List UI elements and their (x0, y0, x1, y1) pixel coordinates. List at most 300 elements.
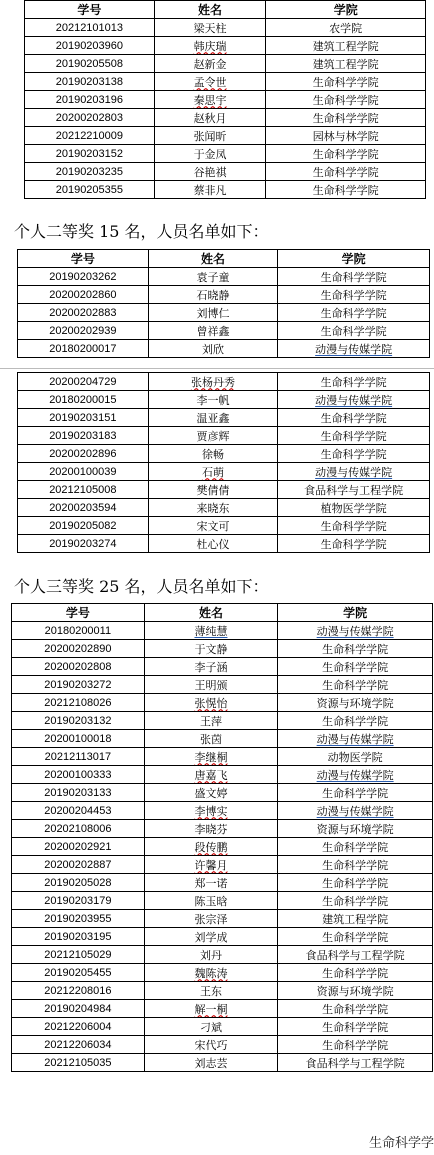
name-text: 曾祥鑫 (196, 325, 230, 338)
name-cell (144, 748, 278, 766)
college-cell (278, 304, 430, 322)
college-cell (278, 373, 430, 391)
college-cell (278, 964, 433, 982)
table-header-row (12, 604, 433, 622)
name-cell (144, 1054, 278, 1072)
name-cell (148, 304, 278, 322)
college-cell (278, 268, 430, 286)
student-id-text: 20190203133 (44, 786, 112, 799)
name-text: 赵秋月 (193, 112, 227, 125)
name-text: 刘丹 (199, 949, 222, 962)
name-text: 李子涵 (194, 661, 228, 674)
table-row (18, 286, 430, 304)
table-first-award-continued (24, 0, 426, 199)
table-row (25, 145, 426, 163)
student-id-cell (12, 1000, 145, 1018)
table-second-award-part2 (17, 372, 430, 553)
college-cell (278, 658, 433, 676)
name-cell (144, 928, 278, 946)
table-row (25, 55, 426, 73)
college-text: 生命科学学院 (312, 112, 379, 125)
name-cell (154, 73, 266, 91)
name-text: 石萌 (201, 466, 224, 479)
table-row (12, 964, 433, 982)
college-text: 生命科学学院 (322, 877, 389, 890)
name-cell (154, 109, 266, 127)
name-cell (148, 322, 278, 340)
student-id-cell (18, 322, 149, 340)
student-id-text: 20190203955 (44, 912, 112, 925)
college-cell (278, 928, 433, 946)
name-cell (148, 373, 278, 391)
table-row (12, 874, 433, 892)
table-row (12, 640, 433, 658)
name-text: 杜心仪 (196, 538, 230, 551)
student-id-text: 20190203960 (55, 39, 124, 52)
student-id-cell (12, 874, 145, 892)
student-id-text: 20190203196 (55, 93, 124, 106)
student-id-text: 20200202890 (44, 642, 112, 655)
name-text: 李继桐 (194, 751, 228, 764)
student-id-cell (12, 802, 145, 820)
page-break-divider (0, 368, 434, 369)
student-id-cell (12, 640, 145, 658)
college-text: 生命科学学院 (322, 859, 389, 872)
name-cell (144, 910, 278, 928)
student-id-text: 20200202887 (44, 858, 112, 871)
header-student-id: 学号 (12, 604, 145, 622)
name-cell (154, 19, 266, 37)
student-id-cell (12, 928, 145, 946)
name-cell (144, 838, 278, 856)
college-text: 动漫与传媒学院 (315, 394, 393, 407)
college-cell (278, 712, 433, 730)
header-name: 姓名 (154, 1, 266, 19)
table-row (25, 127, 426, 145)
college-cell (278, 535, 430, 553)
student-id-cell (18, 481, 149, 499)
name-text: 王明颁 (194, 679, 228, 692)
name-cell (144, 658, 278, 676)
student-id-cell (18, 427, 149, 445)
table-third-award (11, 603, 433, 1072)
college-cell (266, 19, 426, 37)
name-text: 薄纯慧 (194, 625, 228, 638)
table-second-award-part1 (17, 249, 430, 358)
table-row (12, 892, 433, 910)
college-text: 生命科学学院 (320, 325, 387, 338)
student-id-cell (25, 37, 155, 55)
name-text: 张愰怡 (194, 697, 228, 710)
student-id-cell (18, 535, 149, 553)
college-text: 食品科学与工程学院 (305, 1057, 405, 1070)
college-text: 生命科学学院 (312, 184, 379, 197)
student-id-cell (12, 730, 145, 748)
name-text: 来晓东 (196, 502, 230, 515)
college-text: 生命科学学院 (322, 661, 389, 674)
name-cell (144, 892, 278, 910)
student-id-text: 20190203151 (49, 411, 117, 424)
student-id-text: 20200202808 (44, 660, 112, 673)
name-text: 赵新金 (193, 58, 227, 71)
student-id-cell (12, 1036, 145, 1054)
student-id-text: 20180200015 (49, 393, 117, 406)
college-cell (278, 982, 433, 1000)
name-cell (148, 427, 278, 445)
name-text: 王萍 (199, 715, 222, 728)
name-cell (148, 517, 278, 535)
student-id-text: 20200202921 (44, 840, 112, 853)
student-id-cell (18, 409, 149, 427)
name-cell (148, 391, 278, 409)
name-cell (144, 730, 278, 748)
student-id-cell (12, 658, 145, 676)
header-college: 学院 (278, 604, 433, 622)
table-row (25, 73, 426, 91)
table-row (18, 535, 430, 553)
student-id-text: 20200204729 (49, 375, 117, 388)
table-header-row (18, 250, 430, 268)
student-id-cell (12, 1054, 145, 1072)
table-row (25, 181, 426, 199)
table-row (12, 694, 433, 712)
student-id-text: 20190205455 (44, 966, 112, 979)
college-cell (278, 856, 433, 874)
table-row (18, 445, 430, 463)
table-row (12, 622, 433, 640)
college-text: 动漫与传媒学院 (315, 466, 393, 479)
college-cell (266, 73, 426, 91)
student-id-cell (12, 838, 145, 856)
college-text: 动漫与传媒学院 (315, 343, 393, 356)
college-cell (278, 1054, 433, 1072)
name-cell (148, 340, 278, 358)
student-id-cell (12, 982, 145, 1000)
name-text: 陈玉晗 (194, 895, 228, 908)
name-cell (144, 820, 278, 838)
college-text: 生命科学学院 (322, 841, 389, 854)
college-text: 生命科学学院 (320, 538, 387, 551)
student-id-text: 20200100039 (49, 465, 117, 478)
name-cell (148, 268, 278, 286)
college-text: 动漫与传媒学院 (316, 769, 394, 782)
table-row (12, 982, 433, 1000)
name-text: 张闻昕 (193, 130, 227, 143)
student-id-text: 20190205508 (55, 57, 124, 70)
student-id-text: 20200202803 (55, 111, 124, 124)
name-text: 孟令世 (193, 76, 227, 89)
student-id-text: 20212206004 (44, 1020, 112, 1033)
second-prize-heading: 个人二等奖 15 名，人员名单如下： (14, 222, 269, 241)
student-id-text: 20200100018 (44, 732, 112, 745)
student-id-cell (18, 373, 149, 391)
table-row (12, 1036, 433, 1054)
college-cell (278, 838, 433, 856)
student-id-cell (12, 766, 145, 784)
student-id-cell (12, 748, 145, 766)
student-id-text: 20190204984 (44, 1002, 112, 1015)
name-text: 刘志芸 (194, 1057, 228, 1070)
college-text: 生命科学学院 (322, 715, 389, 728)
name-text: 蔡非凡 (193, 184, 227, 197)
name-cell (144, 622, 278, 640)
name-cell (144, 784, 278, 802)
college-cell (278, 463, 430, 481)
student-id-text: 20190203183 (49, 429, 117, 442)
table-row (12, 820, 433, 838)
table-row (12, 712, 433, 730)
college-text: 动漫与传媒学院 (316, 733, 394, 746)
name-cell (148, 445, 278, 463)
student-id-text: 20190203195 (44, 930, 112, 943)
college-cell (278, 286, 430, 304)
college-cell (266, 163, 426, 181)
name-cell (154, 181, 266, 199)
student-id-cell (25, 127, 155, 145)
college-text: 生命科学学院 (322, 1021, 389, 1034)
name-text: 王东 (199, 985, 222, 998)
student-id-cell (12, 694, 145, 712)
name-cell (144, 766, 278, 784)
student-id-cell (12, 1018, 145, 1036)
college-text: 动漫与传媒学院 (316, 625, 394, 638)
name-cell (144, 712, 278, 730)
table-row (12, 802, 433, 820)
student-id-cell (18, 286, 149, 304)
table-row (12, 784, 433, 802)
student-id-cell (25, 109, 155, 127)
student-id-cell (18, 499, 149, 517)
college-text: 资源与环境学院 (316, 697, 394, 710)
college-text: 生命科学学院 (322, 787, 389, 800)
college-cell (278, 409, 430, 427)
name-cell (144, 964, 278, 982)
college-text: 生命科学学院 (312, 166, 379, 179)
student-id-text: 20200203594 (49, 501, 117, 514)
name-text: 盛文婷 (194, 787, 228, 800)
name-text: 宋代巧 (194, 1039, 228, 1052)
name-text: 郑一诺 (194, 877, 228, 890)
college-text: 生命科学学院 (322, 679, 389, 692)
student-id-text: 20212210009 (55, 129, 124, 142)
table-header-row (25, 1, 426, 19)
name-text: 刘欣 (202, 343, 224, 356)
name-cell (154, 163, 266, 181)
student-id-cell (12, 856, 145, 874)
student-id-cell (25, 55, 155, 73)
college-text: 生命科学学院 (322, 1003, 389, 1016)
college-text: 生命科学学院 (320, 520, 387, 533)
student-id-text: 20212105029 (44, 948, 112, 961)
college-cell (278, 910, 433, 928)
table-row (18, 463, 430, 481)
table-row (12, 766, 433, 784)
name-cell (154, 91, 266, 109)
name-text: 张茵 (199, 733, 222, 746)
table-row (12, 730, 433, 748)
student-id-text: 20212101013 (55, 21, 124, 34)
college-text: 动漫与传媒学院 (316, 805, 394, 818)
name-cell (154, 127, 266, 145)
college-cell (266, 127, 426, 145)
college-text: 植物医学学院 (320, 502, 387, 515)
header-student-id: 学号 (25, 1, 155, 19)
name-cell (154, 37, 266, 55)
college-text: 食品科学与工程学院 (305, 949, 405, 962)
student-id-text: 20200204453 (44, 804, 112, 817)
student-id-cell (25, 181, 155, 199)
name-text: 张宗泽 (194, 913, 228, 926)
third-prize-heading: 个人三等奖 25 名，人员名单如下： (14, 577, 269, 596)
college-cell (278, 874, 433, 892)
name-cell (148, 499, 278, 517)
table-row (18, 427, 430, 445)
college-cell (278, 322, 430, 340)
college-text: 建筑工程学院 (312, 40, 379, 53)
student-id-cell (12, 892, 145, 910)
name-text: 张杨丹秀 (190, 376, 235, 389)
student-id-text: 20212108026 (44, 696, 112, 709)
student-id-text: 20190203132 (44, 714, 112, 727)
student-id-text: 20190203179 (44, 894, 112, 907)
college-cell (278, 340, 430, 358)
college-cell (278, 1000, 433, 1018)
student-id-cell (25, 91, 155, 109)
name-text: 秦思宇 (193, 94, 227, 107)
table-row (12, 856, 433, 874)
header-college: 学院 (266, 1, 426, 19)
student-id-text: 20190205082 (49, 519, 117, 532)
college-text: 生命科学学院 (320, 271, 387, 284)
college-text: 园林与林学院 (312, 130, 379, 143)
college-cell (266, 55, 426, 73)
college-cell (266, 37, 426, 55)
table-row (12, 910, 433, 928)
student-id-cell (18, 445, 149, 463)
name-cell (154, 145, 266, 163)
student-id-text: 20212105035 (44, 1056, 112, 1069)
name-cell (144, 874, 278, 892)
student-id-text: 20212206034 (44, 1038, 112, 1051)
name-text: 解一桐 (194, 1003, 228, 1016)
name-cell (144, 982, 278, 1000)
name-text: 宋文可 (196, 520, 230, 533)
name-text: 石晓静 (196, 289, 230, 302)
table-row (25, 37, 426, 55)
college-cell (278, 1018, 433, 1036)
college-text: 生命科学学院 (322, 931, 389, 944)
name-cell (144, 694, 278, 712)
name-text: 许馨月 (194, 859, 228, 872)
college-text: 生命科学学院 (322, 895, 389, 908)
student-id-text: 20190203152 (55, 147, 124, 160)
college-text: 生命科学学院 (312, 76, 379, 89)
student-id-cell (25, 145, 155, 163)
college-text: 建筑工程学院 (312, 58, 379, 71)
table-row (18, 322, 430, 340)
name-cell (144, 676, 278, 694)
table-row (25, 91, 426, 109)
table-row (18, 517, 430, 535)
name-text: 李博实 (194, 805, 228, 818)
student-id-cell (12, 676, 145, 694)
header-student-id: 学号 (18, 250, 149, 268)
college-text: 资源与环境学院 (316, 823, 394, 836)
name-text: 樊倩倩 (196, 484, 230, 497)
student-id-text: 20190203138 (55, 75, 124, 88)
name-cell (144, 802, 278, 820)
college-text: 生命科学学院 (320, 307, 387, 320)
student-id-cell (18, 268, 149, 286)
name-text: 唐嘉飞 (194, 769, 228, 782)
student-id-text: 20180200017 (49, 342, 117, 355)
college-text: 生命科学学院 (322, 643, 389, 656)
student-id-cell (12, 784, 145, 802)
table-row (12, 748, 433, 766)
college-text: 动物医学院 (327, 751, 383, 764)
college-cell (278, 946, 433, 964)
student-id-text: 20190205028 (44, 876, 112, 889)
name-cell (148, 481, 278, 499)
college-text: 建筑工程学院 (322, 913, 389, 926)
college-cell (278, 694, 433, 712)
name-text: 贾彦辉 (196, 430, 230, 443)
name-text: 段传鹏 (194, 841, 228, 854)
table-row (25, 163, 426, 181)
student-id-text: 20200202939 (49, 324, 117, 337)
student-id-cell (12, 964, 145, 982)
college-text: 食品科学与工程学院 (304, 484, 404, 497)
student-id-text: 20200202896 (49, 447, 117, 460)
student-id-text: 20190203235 (55, 165, 124, 178)
name-cell (148, 286, 278, 304)
student-id-cell (12, 622, 145, 640)
college-cell (278, 802, 433, 820)
table-row (12, 1000, 433, 1018)
header-name: 姓名 (144, 604, 278, 622)
college-cell (278, 730, 433, 748)
college-cell (278, 892, 433, 910)
college-text: 农学院 (329, 22, 363, 35)
table-row (18, 340, 430, 358)
name-text: 于金凤 (193, 148, 227, 161)
student-id-cell (18, 304, 149, 322)
student-id-text: 20190203274 (49, 537, 117, 550)
student-id-text: 20212208016 (44, 984, 112, 997)
college-text: 资源与环境学院 (316, 985, 394, 998)
college-cell (278, 766, 433, 784)
table-row (12, 1054, 433, 1072)
name-text: 韩庆瑞 (193, 40, 227, 53)
student-id-cell (18, 340, 149, 358)
college-cell (266, 109, 426, 127)
name-cell (144, 1018, 278, 1036)
name-cell (144, 856, 278, 874)
table-row (18, 391, 430, 409)
college-text: 生命科学学院 (320, 430, 387, 443)
student-id-cell (25, 73, 155, 91)
college-cell (278, 427, 430, 445)
student-id-text: 20212113017 (44, 750, 112, 763)
college-text: 生命科学学院 (322, 967, 389, 980)
table-row (12, 658, 433, 676)
college-cell (278, 640, 433, 658)
table-row (18, 481, 430, 499)
student-id-text: 20190203262 (49, 270, 117, 283)
page-footer-text: 生命科学学 (368, 1136, 434, 1151)
name-text: 李晓芬 (194, 823, 228, 836)
college-text: 生命科学学院 (312, 94, 379, 107)
